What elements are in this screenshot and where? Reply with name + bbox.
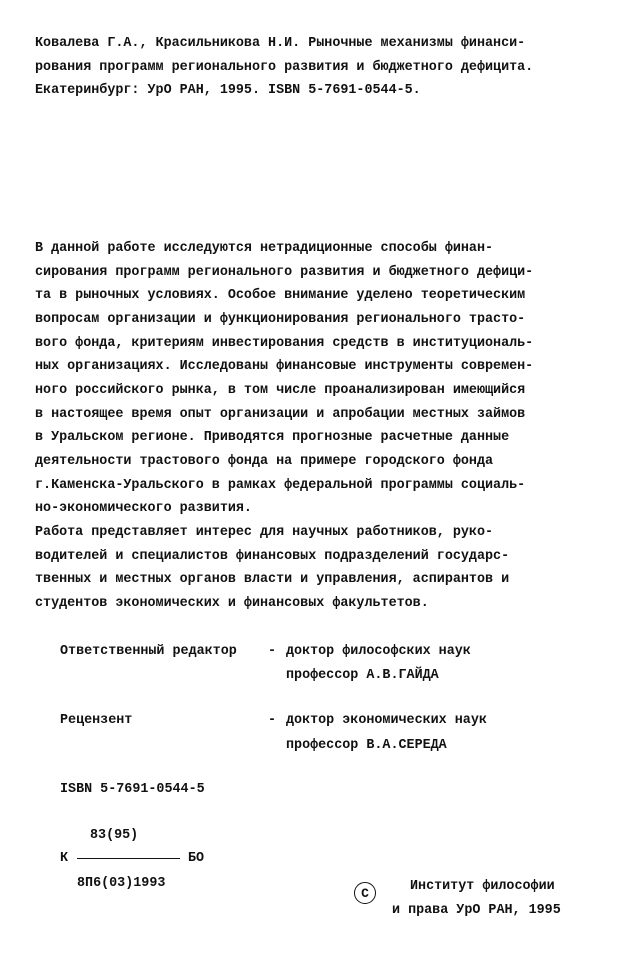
abstract-line: ных организациях. Исследованы финансовые инструменты современ- <box>35 359 534 374</box>
abstract-line: студентов экономических и финансовых факультетов. <box>35 596 429 611</box>
editor-degree: доктор философских наук <box>286 644 471 659</box>
abstract-line: г.Каменска-Уральского в рамках федеральной программы социаль- <box>35 478 526 493</box>
abstract-line: ного российского рынка, в том числе проанализирован имеющийся <box>35 383 526 398</box>
abstract-line: Работа представляет интерес для научных работников, руко- <box>35 525 494 540</box>
classification-letter: К <box>60 851 69 866</box>
abstract-line: твенных и местных органов власти и управления, аспирантов и <box>35 572 510 587</box>
bibliographic-line: Екатеринбург: УрО РАН, 1995. ISBN 5-7691-0544-5. <box>35 83 421 98</box>
editor-name: профессор А.В.ГАЙДА <box>286 668 439 683</box>
classification-denominator: 8П6(03)1993 <box>77 876 166 891</box>
copyright-holder: Институт философии <box>410 879 555 894</box>
classification-numerator: 83(95) <box>90 828 139 843</box>
editor-label: Ответственный редактор <box>60 644 237 659</box>
abstract-line: в настоящее время опыт организации и апробации местных займов <box>35 407 526 422</box>
abstract-line: вого фонда, критериям инвестирования средств в институциональ- <box>35 336 534 351</box>
bibliographic-line: рования программ регионального развития и бюджетного дефицита. <box>35 60 534 75</box>
abstract-line: вопросам организации и функционирования регионального трасто- <box>35 312 526 327</box>
reviewer-name: профессор В.А.СЕРЕДА <box>286 738 447 753</box>
abstract-line: но-экономического развития. <box>35 501 252 516</box>
bibliographic-line: Ковалева Г.А., Красильникова Н.И. Рыночные механизмы финанси- <box>35 36 526 51</box>
abstract-line: деятельности трастового фонда на примере городского фонда <box>35 454 494 469</box>
reviewer-label: Рецензент <box>60 713 133 728</box>
abstract-line: та в рыночных условиях. Особое внимание уделено теоретическим <box>35 288 526 303</box>
reviewer-degree: доктор экономических наук <box>286 713 487 728</box>
abstract-line: В данной работе исследуются нетрадиционные способы финан- <box>35 241 494 256</box>
fraction-bar <box>77 858 180 859</box>
abstract-line: в Уральском регионе. Приводятся прогнозные расчетные данные <box>35 430 510 445</box>
classification-right: БО <box>188 851 205 866</box>
abstract-line: водителей и специалистов финансовых подразделений государс- <box>35 549 510 564</box>
isbn: ISBN 5-7691-0544-5 <box>60 782 205 797</box>
copyright-holder-line2: и права УрО РАН, 1995 <box>392 903 561 918</box>
editor-dash: - <box>268 644 277 659</box>
reviewer-dash: - <box>268 713 277 728</box>
abstract-line: сирования программ регионального развития и бюджетного дефици- <box>35 265 534 280</box>
copyright-icon: C <box>354 882 376 904</box>
